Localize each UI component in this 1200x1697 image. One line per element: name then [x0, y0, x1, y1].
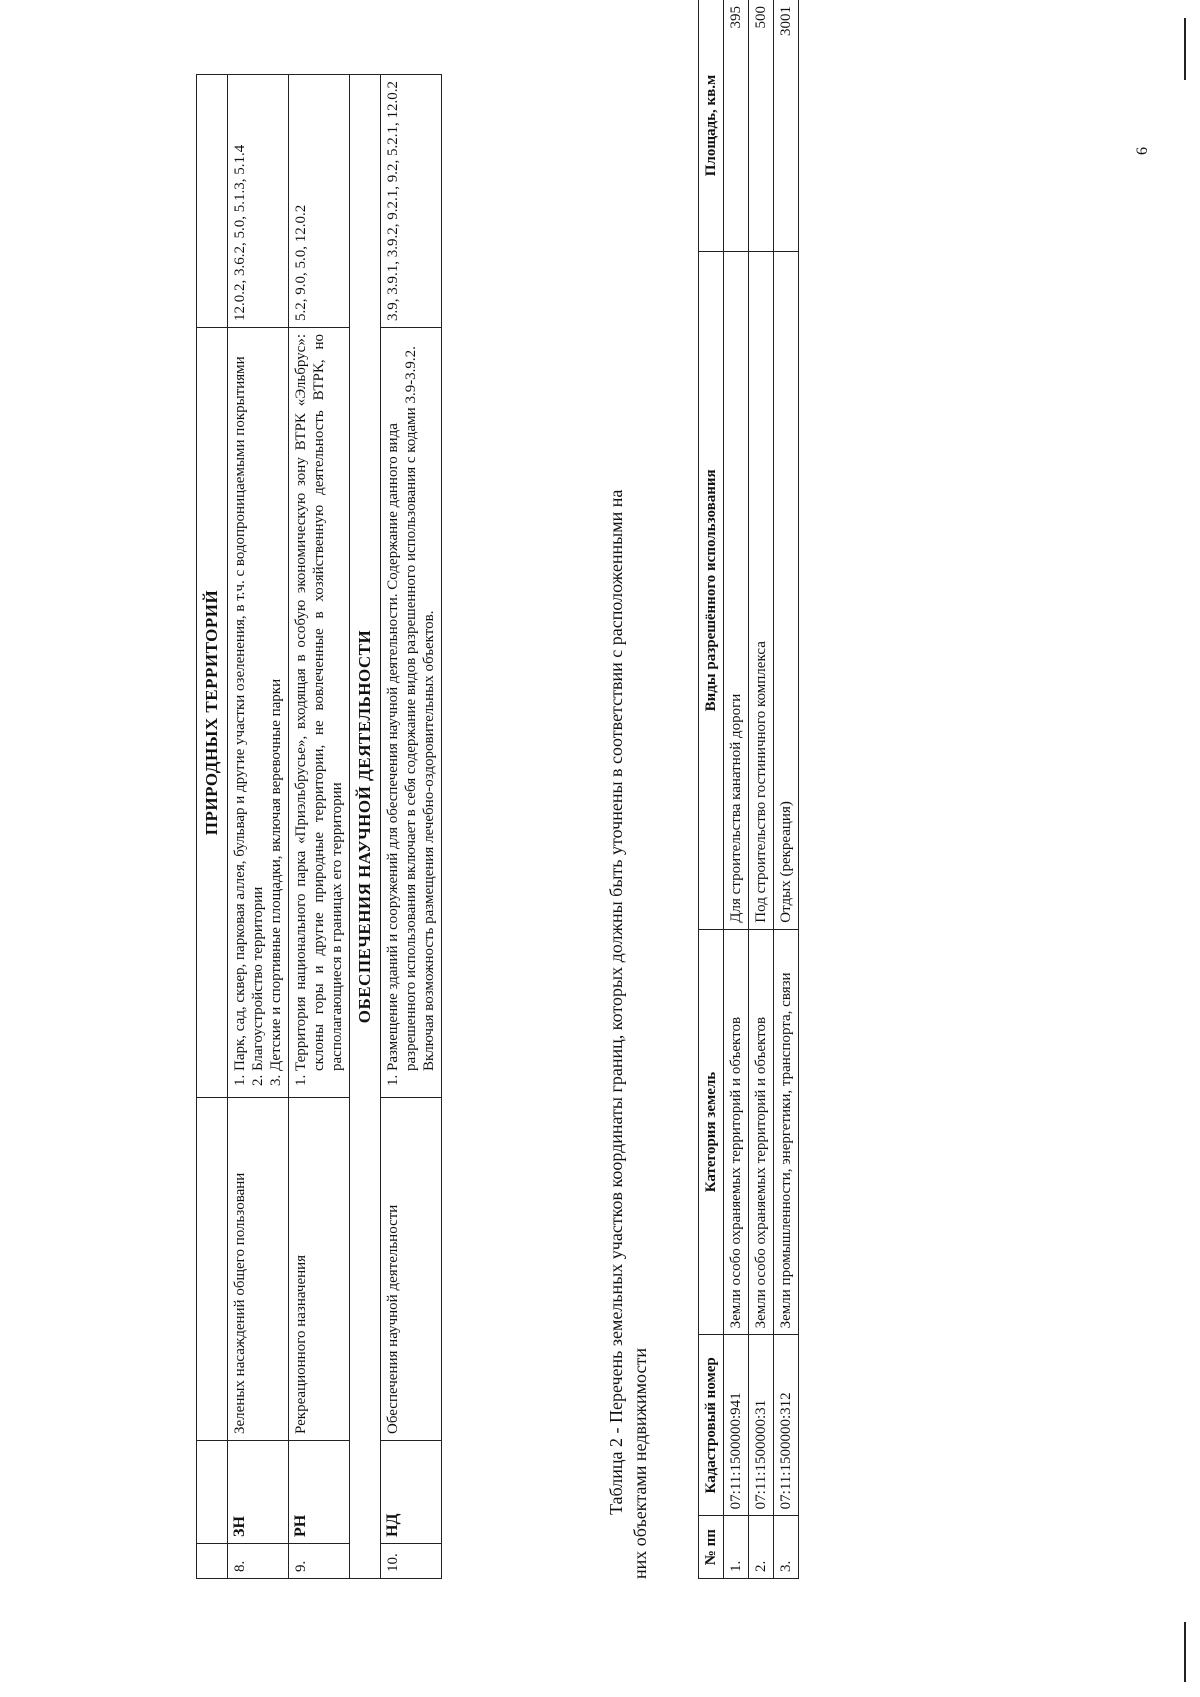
- table-row: 2. 07:11:1500000:31 Земли особо охраняемых территорий и объектов Под строительство гостиничного комплекса 500: [749, 0, 774, 1579]
- col-header: Кадастровый номер: [699, 1335, 724, 1516]
- usage-description: 1. Парк, сад, сквер, парковая аллея, бульвар и другие участки озеленения, в т.ч. с водопроницаемыми покрытиями 2. Благоустройство территории 3. Детские и спортивные площадки, включая веревочные парки: [228, 328, 289, 1098]
- table-row: 1. 07:11:1500000:941 Земли особо охраняемых территорий и объектов Для строительства канатной дороги 395: [724, 0, 749, 1579]
- table-row: 9. РН Рекреационного назначения 1. Территория национального парка «Приэльбрусье», входящая в особую экономическую зону ВТРК «Эльбрус»: склоны горы и другие природные территории, не вовлеченные в хозяйственную деятельность ВТРК, но располагающиеся в границах его территории 5.2, 9.0, 5.0, 12.0.2: [289, 75, 350, 1579]
- usage-description: 1. Размещение зданий и сооружений для обеспечения научной деятельности. Содержание данного вида разрешенного использования включает в себя содержание видов разрешенного использования с кодами 3.9-3.9.2. Включая возможность размещения лечебно-оздоровительных объектов.: [381, 328, 442, 1098]
- section-title: ПРИРОДНЫХ ТЕРРИТОРИЙ: [197, 328, 228, 1098]
- col-header: № пп: [699, 1516, 724, 1579]
- page-number: 6: [1134, 147, 1151, 155]
- section-header-row: [197, 75, 228, 1579]
- table-row: 3. 07:11:1500000:312 Земли промышленности, энергетики, транспорта, связи Отдых (рекреация) 3001: [774, 0, 799, 1579]
- table-2-caption: Таблица 2 - Перечень земельных участков координаты границ, которых должны быть уточнены в соответствии с расположенными на них объектами недвижимости: [606, 489, 650, 1579]
- zones-table: [196, 74, 442, 1579]
- table-row: 8. ЗН Зеленых насаждений общего пользовани 1. Парк, сад, сквер, парковая аллея, бульвар и другие участки озеленения, в т.ч. с водопроницаемыми покрытиями 2. Благоустройство территории 3. Детские и спортивные площадки, включая веревочные парки 12.0.2, 3.6.2, 5.0, 5.1.3, 5.1.4: [228, 75, 289, 1579]
- col-header: Категория земель: [699, 929, 724, 1335]
- col-header: Виды разрешённого использования: [699, 251, 724, 929]
- table-row: 10. НД Обеспечения научной деятельности 1. Размещение зданий и сооружений для обеспечения научной деятельности. Содержание данного вида разрешенного использования включает в себя содержание видов разрешенного использования с кодами 3.9-3.9.2. Включая возможность размещения лечебно-оздоровительных объектов. 3.9, 3.9.1, 3.9.2, 9.2.1, 9.2, 5.2.1, 12.0.2: [381, 75, 442, 1579]
- section-header-row: [350, 75, 381, 1579]
- col-header: Площадь, кв.м: [699, 0, 724, 251]
- section-title: ОБЕСПЕЧЕНИЯ НАУЧНОЙ ДЕЯТЕЛЬНОСТИ: [350, 75, 381, 1579]
- header-row: [699, 0, 724, 1579]
- land-plots-table: [698, 0, 799, 1579]
- usage-description: 1. Территория национального парка «Приэльбрусье», входящая в особую экономическую зону ВТРК «Эльбрус»: склоны горы и другие природные территории, не вовлеченные в хозяйственную деятельность ВТРК, но располагающиеся в границах его территории: [289, 328, 350, 1098]
